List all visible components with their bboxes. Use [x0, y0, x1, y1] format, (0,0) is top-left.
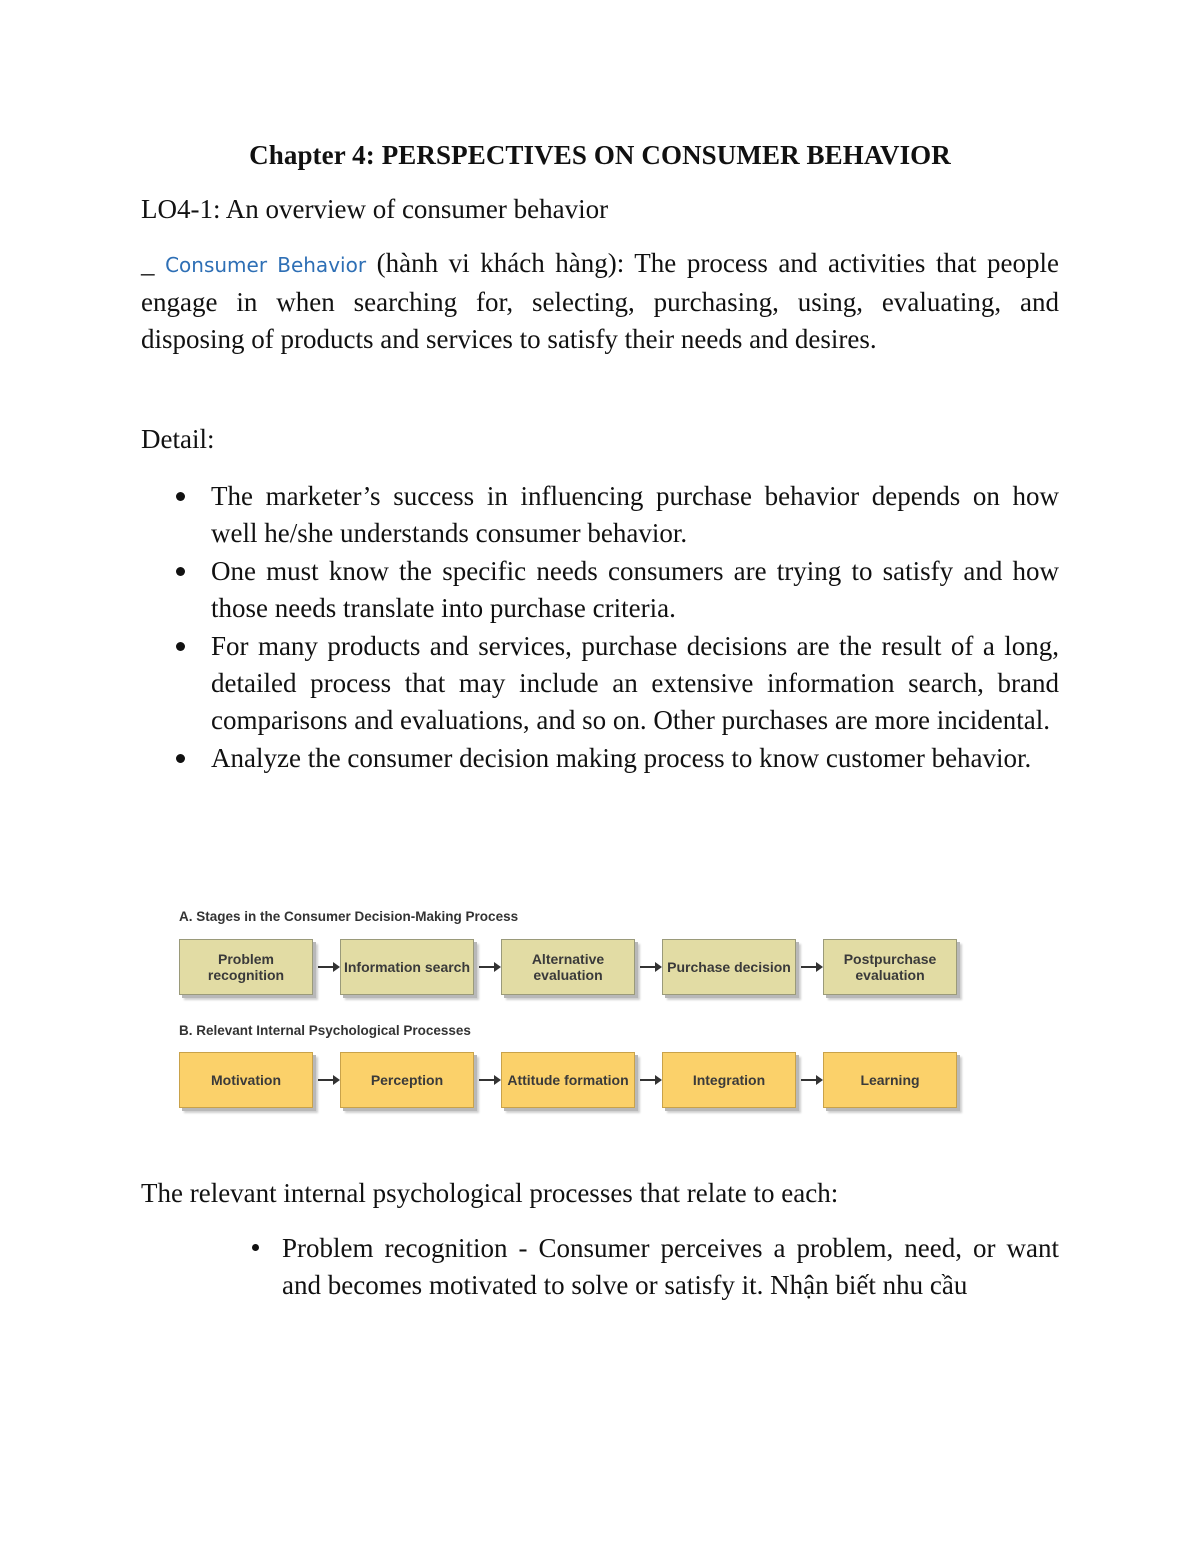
- definition-paragraph: [141, 245, 1059, 358]
- bullet-icon: [176, 492, 185, 501]
- diagram-label-a: A. Stages in the Consumer Decision-Making Process: [179, 909, 519, 924]
- list-item: [141, 628, 1059, 739]
- list-item-text: The marketer’s success in influencing purchase behavior depends on how well he/she understands consumer behavior.: [211, 481, 1059, 548]
- detail-list: [141, 478, 1059, 778]
- stage-box: Information search: [340, 939, 474, 995]
- bullet-icon: [176, 567, 185, 576]
- arrow-right-icon: [640, 966, 660, 968]
- process-box: Attitude formation: [501, 1052, 635, 1108]
- arrow-right-icon: [479, 966, 499, 968]
- arrow-right-icon: [640, 1079, 660, 1081]
- stage-box: Alternative evaluation: [501, 939, 635, 995]
- list-item-text: One must know the specific needs consumers are trying to satisfy and how those needs translate into purchase criteria.: [211, 556, 1059, 623]
- definition-prefix: _: [141, 248, 166, 278]
- list-item-text: Problem recognition - Consumer perceives a problem, need, or want and becomes motivated to solve or satisfy it. Nhận biết nhu cầu: [282, 1233, 1059, 1300]
- diagram-label-b: B. Relevant Internal Psychological Processes: [179, 1023, 471, 1038]
- process-box: Learning: [823, 1052, 957, 1108]
- definition-term: Consumer Behavior: [165, 253, 367, 277]
- bullet-icon: [252, 1244, 259, 1251]
- stage-box: Problem recognition: [179, 939, 313, 995]
- arrow-right-icon: [318, 966, 338, 968]
- process-box: Integration: [662, 1052, 796, 1108]
- relevant-processes-list: [212, 1230, 1059, 1304]
- learning-objective-heading: LO4-1: An overview of consumer behavior: [141, 194, 609, 224]
- stage-box: Postpurchase evaluation: [823, 939, 957, 995]
- list-item: [141, 553, 1059, 627]
- definition-text: (hành vi khách hàng): The process and activities that people engage in when searching for, selecting, purchasing, using, evaluating, and disposing of products and services to satisfy their needs and desires.: [141, 248, 1060, 354]
- arrow-right-icon: [318, 1079, 338, 1081]
- list-item: [141, 478, 1059, 552]
- process-box: Perception: [340, 1052, 474, 1108]
- stage-box: Purchase decision: [662, 939, 796, 995]
- list-item-text: For many products and services, purchase decisions are the result of a long, detailed process that may include an extensive information search, brand comparisons and evaluations, and so on. Other purchases are more incidental.: [211, 631, 1059, 735]
- relevant-processes-heading: The relevant internal psychological processes that relate to each:: [141, 1178, 839, 1208]
- bullet-icon: [176, 754, 185, 763]
- list-item: [141, 740, 1059, 777]
- arrow-right-icon: [801, 1079, 821, 1081]
- list-item: [212, 1230, 1059, 1304]
- arrow-right-icon: [479, 1079, 499, 1081]
- bullet-icon: [176, 642, 185, 651]
- page-title: Chapter 4: PERSPECTIVES ON CONSUMER BEHAVIOR: [249, 140, 951, 170]
- arrow-right-icon: [801, 966, 821, 968]
- detail-heading: Detail:: [141, 424, 215, 454]
- list-item-text: Analyze the consumer decision making process to know customer behavior.: [211, 743, 1032, 773]
- process-box: Motivation: [179, 1052, 313, 1108]
- decision-process-diagram: [176, 905, 976, 1120]
